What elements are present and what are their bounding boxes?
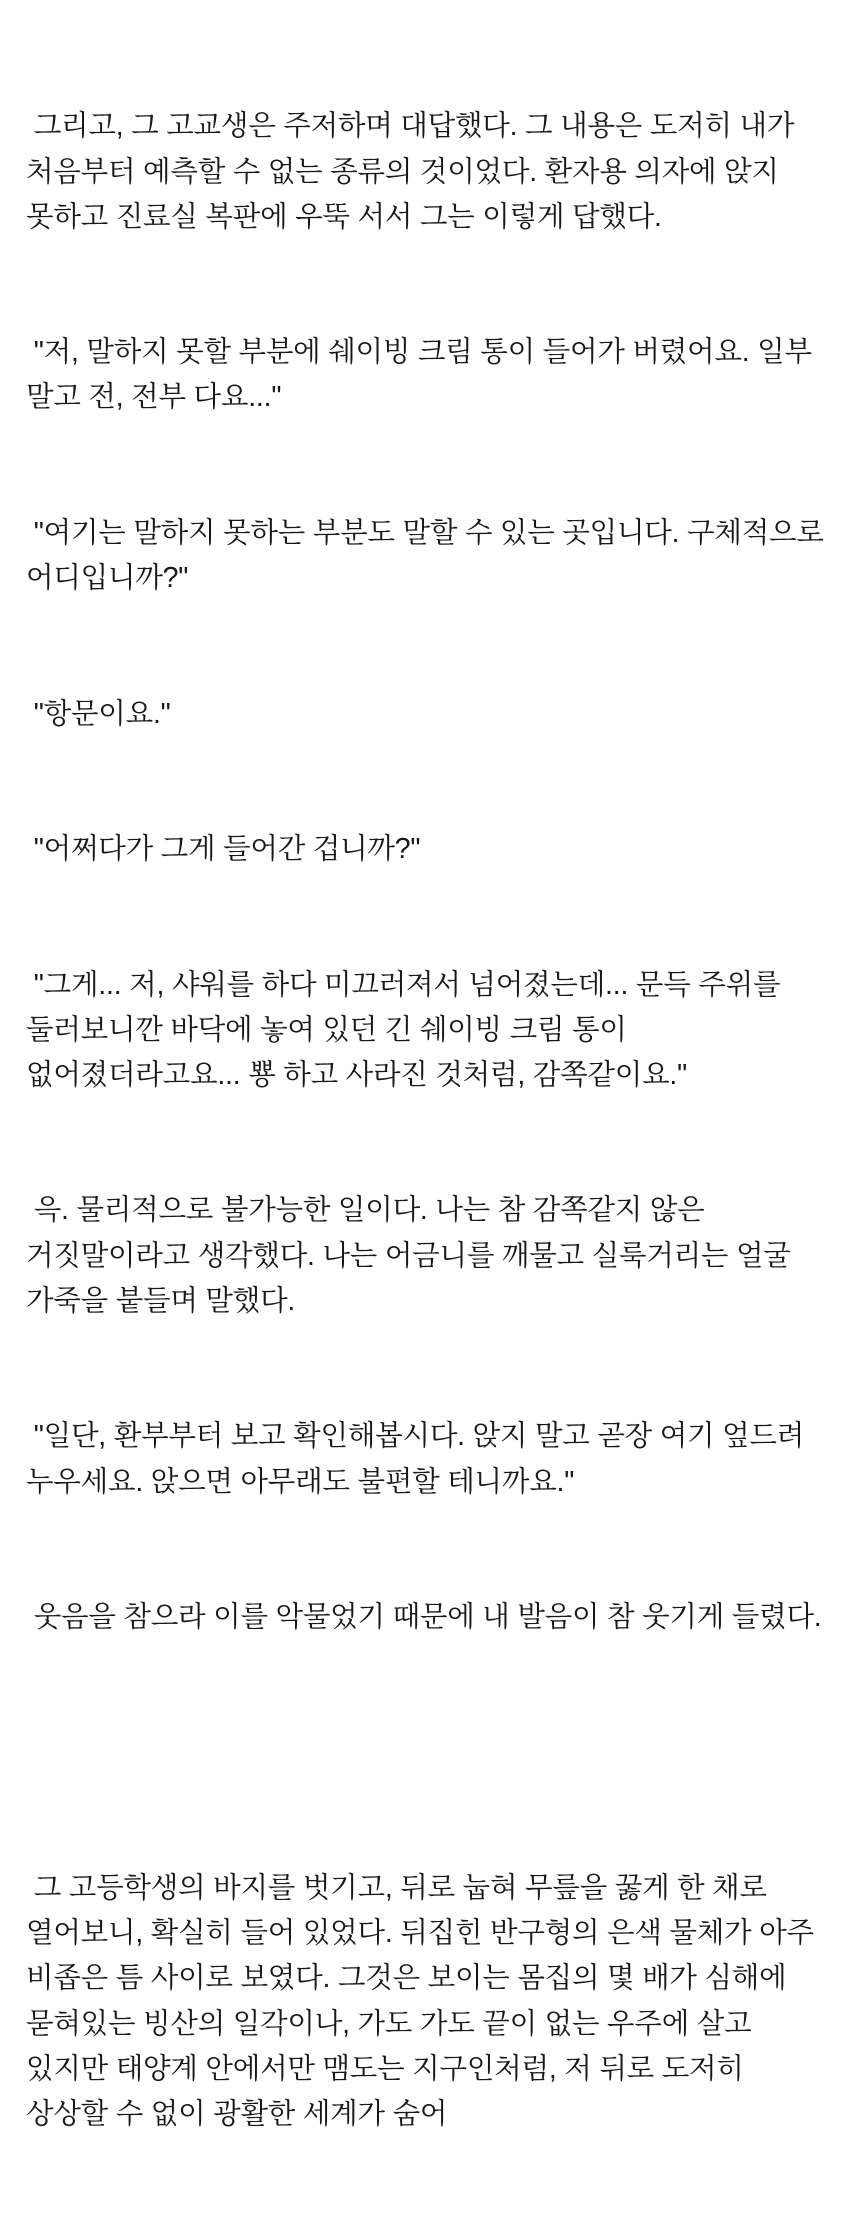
paragraph: "여기는 말하지 못하는 부분도 말할 수 있는 곳입니다. 구체적으로 어디입니까?" — [26, 516, 832, 595]
paragraph: 윽. 물리적으로 불가능한 일이다. 나는 참 감쪽같지 않은 거짓말이라고 생각했다. 나는 어금니를 깨물고 실룩거리는 얼굴 가죽을 붙들며 말했다. — [26, 1194, 799, 1317]
paragraph: 그 고등학생의 바지를 벗기고, 뒤로 눕혀 무릎을 꿇게 한 채로 열어보니, 확실히 들어 있었다. 뒤집힌 반구형의 은색 물체가 아주 비좁은 틈 사이로 보였다. 그것은 보이는 몸집의 몇 배가 심해에 묻혀있는 빙산의 일각이나, 가도 가도 끝이 없는 우주에 살고 있지만 태양계 안에서만 맴도는 지구인처럼, 저 뒤로 도저히 상상할 수 없이 광활한 세계가 숨어 — [26, 1872, 822, 2130]
paragraph: "어쩌다가 그게 들어간 겁니까?" — [26, 833, 421, 866]
paragraph: "저, 말하지 못할 부분에 쉐이빙 크림 통이 들어가 버렸어요. 일부 말고 전, 전부 다요..." — [26, 336, 820, 414]
paragraph: "항문이요." — [26, 697, 171, 730]
paragraph: 그리고, 그 고교생은 주저하며 대답했다. 그 내용은 도저히 내가 처음부터 예측할 수 없는 종류의 것이었다. 환자용 의자에 앉지 못하고 진료실 복판에 우뚝 서서 그는 이렇게 답했다. — [26, 110, 802, 233]
paragraph: "일단, 환부부터 보고 확인해봅시다. 앉지 말고 곧장 여기 엎드려 누우세요. 앉으면 아무래도 불편할 테니까요." — [26, 1420, 812, 1498]
document-body — [26, 14, 832, 2227]
paragraph: "그게... 저, 샤워를 하다 미끄러져서 넘어졌는데... 문득 주위를 둘러보니깐 바닥에 놓여 있던 긴 쉐이빙 크림 통이 없어졌더라고요... 뿅 하고 사라진 것처럼, 감쪽같이요." — [26, 968, 789, 1091]
paragraph-spacer — [26, 1731, 824, 1776]
paragraph: 웃음을 참으라 이를 악물었기 때문에 내 발음이 참 웃기게 들렸다. — [26, 1601, 822, 1634]
